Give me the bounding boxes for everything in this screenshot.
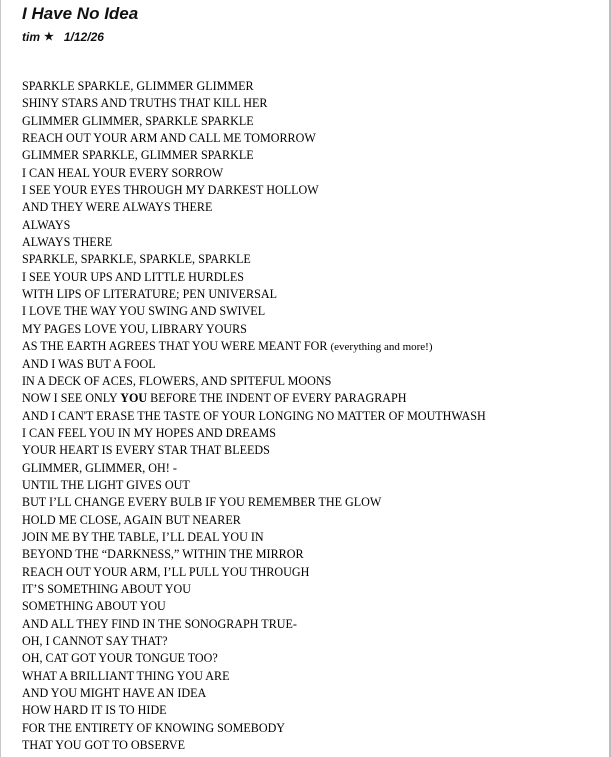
poem-parenthetical: (everything and more!) [330,341,433,354]
poem-line: NOW I SEE ONLY YOU BEFORE THE INDENT OF EVERY PARAGRAPH [22,391,407,406]
star-icon: ★ [44,31,54,43]
poem-line: ALWAYS [22,217,71,232]
page-left-border [0,0,1,757]
document-date: 1/12/26 [63,30,104,44]
poem-line: JOIN ME BY THE TABLE, I’LL DEAL YOU IN [22,529,264,544]
poem-line: IT’S SOMETHING ABOUT YOU [22,581,191,596]
poem-line: I SEE YOUR UPS AND LITTLE HURDLES [22,269,244,284]
poem-line: GLIMMER SPARKLE, GLIMMER SPARKLE [22,148,254,163]
poem-line: SOMETHING ABOUT YOU [22,599,166,614]
poem-line: AND ALL THEY FIND IN THE SONOGRAPH TRUE- [22,616,297,631]
poem-line: I CAN HEAL YOUR EVERY SORROW [22,165,224,180]
poem-line: OH, I CANNOT SAY THAT? [22,634,168,648]
poem-line: GLIMMER, GLIMMER, OH! - [22,460,177,475]
poem-line: MY PAGES LOVE YOU, LIBRARY YOURS [22,321,247,336]
poem-line: YOUR HEART IS EVERY STAR THAT BLEEDS [22,443,270,458]
poem-emphasis: YOU [120,391,148,406]
poem-line: HOW HARD IT IS TO HIDE [22,703,167,718]
poem-line: BUT I’LL CHANGE EVERY BULB IF YOU REMEMBER THE GLOW [22,495,382,510]
poem-line: SHINY STARS AND TRUTHS THAT KILL HER [22,96,268,111]
poem-line: I SEE YOUR EYES THROUGH MY DARKEST HOLLOW [22,183,319,198]
poem-line: UNTIL THE LIGHT GIVES OUT [22,477,190,492]
poem-line: THAT YOU GOT TO OBSERVE [22,738,185,753]
byline [22,29,138,45]
poem-line: AS THE EARTH AGREES THAT YOU WERE MEANT FOR (everything and more!) [22,339,433,354]
document-title: I Have No Idea [22,4,139,23]
author-name: tim [22,30,40,44]
document-header [22,4,138,45]
poem-line: OH, CAT GOT YOUR TONGUE TOO? [22,651,218,666]
poem-line: GLIMMER GLIMMER, SPARKLE SPARKLE [22,113,254,128]
poem-line: I LOVE THE WAY YOU SWING AND SWIVEL [22,304,266,319]
poem-line: ALWAYS THERE [22,235,113,250]
poem-line: AND YOU MIGHT HAVE AN IDEA [22,686,207,701]
poem-line: AND THEY WERE ALWAYS THERE [22,200,213,215]
poem-line: SPARKLE, SPARKLE, SPARKLE, SPARKLE [22,252,251,267]
poem-line: AND I CAN'T ERASE THE TASTE OF YOUR LONGING NO MATTER OF MOUTHWASH [22,408,486,423]
poem-line: AND I WAS BUT A FOOL [22,356,156,371]
poem-line: FOR THE ENTIRETY OF KNOWING SOMEBODY [22,720,286,735]
poem-line: WHAT A BRILLIANT THING YOU ARE [22,668,230,683]
poem-line: IN A DECK OF ACES, FLOWERS, AND SPITEFUL MOONS [22,373,332,388]
poem-line: WITH LIPS OF LITERATURE; PEN UNIVERSAL [22,287,277,302]
poem-line: SPARKLE SPARKLE, GLIMMER GLIMMER [22,79,254,93]
poem-line: I CAN FEEL YOU IN MY HOPES AND DREAMS [22,425,276,440]
poem-line: REACH OUT YOUR ARM, I’LL PULL YOU THROUGH [22,564,310,579]
poem-body [22,78,486,754]
poem-line: BEYOND THE “DARKNESS,” WITHIN THE MIRROR [22,547,304,562]
poem-line: HOLD ME CLOSE, AGAIN BUT NEARER [22,512,241,527]
poem-line: REACH OUT YOUR ARM AND CALL ME TOMORROW [22,131,316,146]
